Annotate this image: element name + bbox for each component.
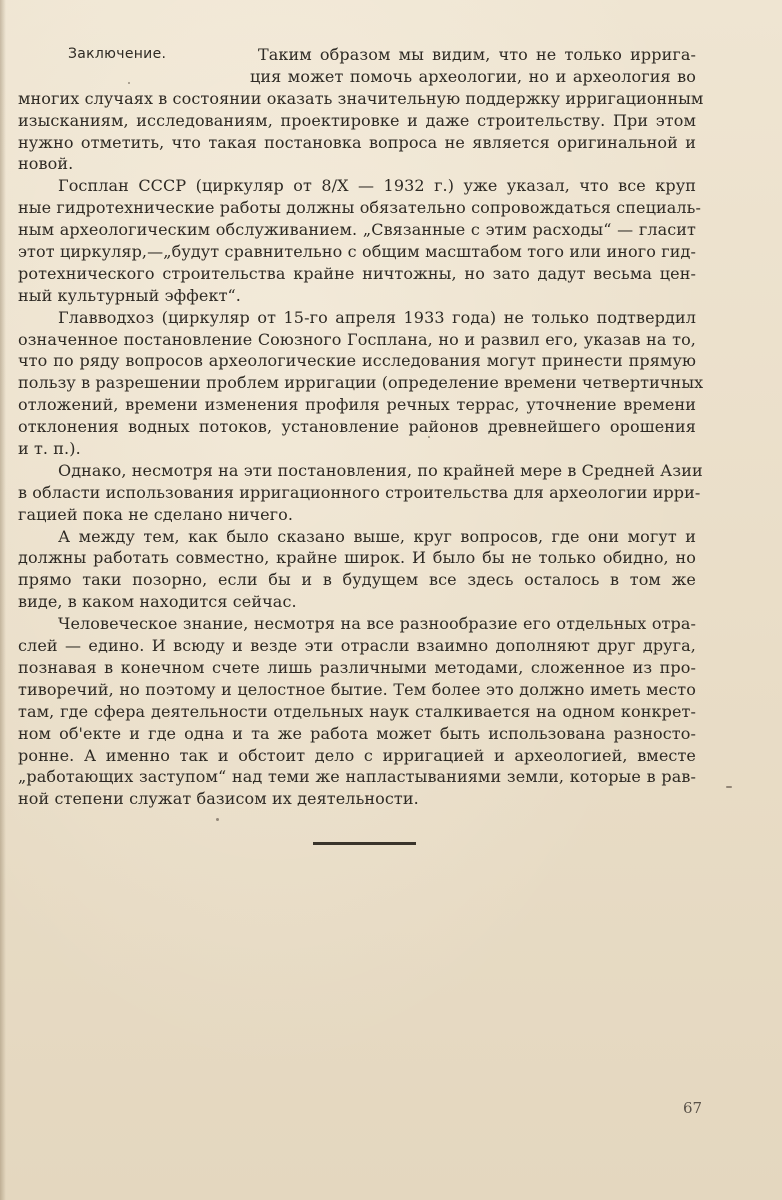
paragraph-3 bbox=[18, 307, 704, 460]
section-label: Заключение. bbox=[68, 46, 167, 62]
text-line: Госплан СССР (циркуляр от 8/X — 1932 г.) уже указал, что все круп bbox=[58, 176, 696, 196]
text-line: ные гидротехнические работы должны обязательно сопровождаться специаль- bbox=[18, 198, 701, 218]
text-line: Таким образом мы видим, что не только ирригa- bbox=[258, 45, 696, 64]
paragraph-1 bbox=[18, 44, 704, 175]
scan-speck bbox=[128, 82, 130, 84]
paragraph-4 bbox=[18, 460, 703, 526]
text-line: новой. bbox=[18, 154, 74, 174]
text-line: гацией пока не сделано ничего. bbox=[18, 504, 294, 524]
text-line: „работающих заступом“ над теми же напластываниями земли, которые в рав- bbox=[18, 767, 696, 787]
text-line: прямо таки позорно, если бы и в будущем все здесь осталось в том же bbox=[18, 570, 696, 590]
body-text bbox=[18, 44, 704, 810]
text-line: пользу в разрешении проблем ирригации (определение времени четвертичных bbox=[18, 373, 704, 393]
text-line: ном об'екте и где одна и та же работа может быть использована разносто- bbox=[18, 723, 696, 743]
scan-speck bbox=[726, 786, 732, 788]
text-line: этот циркуляр,—„будут сравнительно с общим масштабом того или иного гид- bbox=[18, 242, 696, 262]
text-line: отложений, времени изменения профиля речных террас, уточнение времени bbox=[18, 395, 696, 415]
text-line: нужно отметить, что такая постановка вопроса не является оригинальной и bbox=[18, 132, 696, 152]
text-line: тиворечий, но поэтому и целостное бытие. Тем более это должно иметь место bbox=[18, 679, 696, 699]
text-line: А между тем, как было сказано выше, круг вопросов, где они могут и bbox=[58, 526, 696, 546]
text-line: в области использования ирригационного строительства для археологии ирри- bbox=[18, 482, 701, 502]
text-line: там, где сфера деятельности отдельных наук сталкивается на одном конкрет- bbox=[18, 701, 696, 721]
text-line: ный культурный эффект“. bbox=[18, 285, 241, 305]
text-line: ной степени служат базисом их деятельности. bbox=[18, 789, 419, 809]
paragraph-6 bbox=[18, 613, 696, 810]
text-line: виде, в каком находится сейчас. bbox=[18, 592, 297, 612]
scan-speck bbox=[428, 436, 430, 438]
text-line: Главводхоз (циркуляр от 15-го апреля 1933 года) не только подтвердил bbox=[58, 307, 696, 327]
text-line: отклонения водных потоков, установление районов древнейшего орошения bbox=[18, 417, 696, 437]
page-number: 67 bbox=[683, 1099, 703, 1117]
text-line: ция может помочь археологии, но и археология во bbox=[250, 66, 696, 86]
text-line: ротехнического строительства крайне ничтожны, но зато дадут весьма цен- bbox=[18, 263, 696, 283]
text-line: изысканиям, исследованиям, проектировке и даже строительству. При этом bbox=[18, 110, 696, 130]
text-line: слей — едино. И всюду и везде эти отрасли взаимно дополняют друг друга, bbox=[18, 636, 696, 656]
text-line: ным археологическим обслуживанием. „Связанные с этим расходы“ — гласит bbox=[18, 220, 696, 240]
paragraph-2 bbox=[18, 175, 701, 306]
text-line: Однако, несмотря на эти постановления, по крайней мере в Средней Азии bbox=[58, 460, 703, 480]
text-line: многих случаях в состоянии оказать значительную поддержку ирригационным bbox=[18, 88, 704, 108]
text-line: познавая в конечном счете лишь различными методами, сложенное из про- bbox=[18, 657, 696, 677]
text-line: ронне. А именно так и обстоит дело с ирригацией и археологией, вместе bbox=[18, 745, 696, 765]
text-line: что по ряду вопросов археологические исследования могут принести прямую bbox=[18, 351, 696, 371]
paragraph-5 bbox=[18, 526, 696, 614]
text-line: и т. п.). bbox=[18, 439, 81, 459]
text-line: означенное постановление Союзного Госплана, но и развил его, указав на то, bbox=[18, 329, 696, 349]
closing-rule bbox=[313, 842, 416, 845]
text-line: Человеческое знание, несмотря на все разнообразие его отдельных отра- bbox=[58, 614, 696, 634]
text-line: должны работать совместно, крайне широк. И было бы не только обидно, но bbox=[18, 548, 696, 568]
scan-speck bbox=[216, 818, 219, 821]
